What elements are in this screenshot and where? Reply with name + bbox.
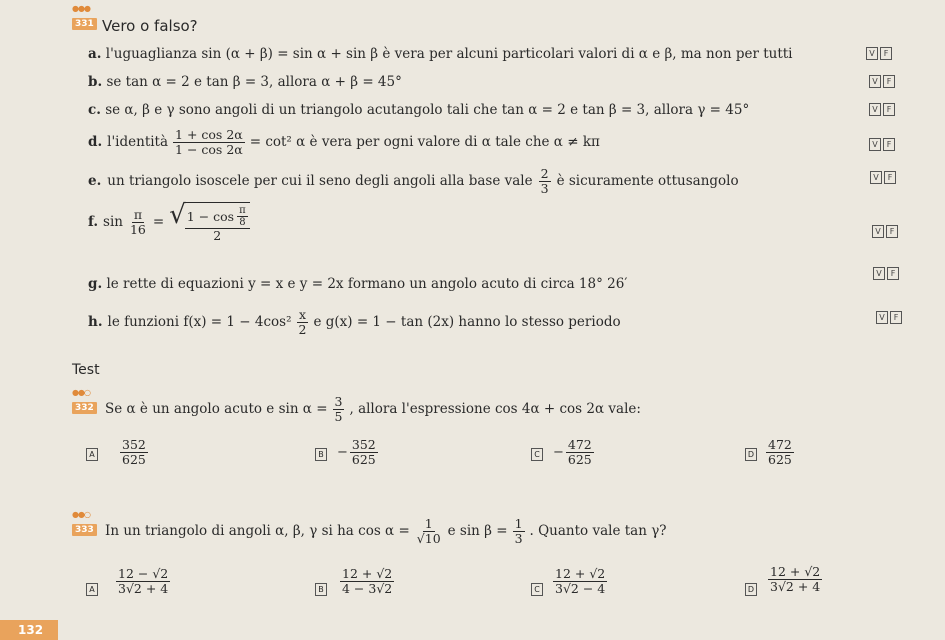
question-332 bbox=[105, 395, 641, 424]
question-333 bbox=[105, 517, 667, 546]
option-d-value bbox=[768, 565, 822, 594]
item-text: se tan α = 2 e tan β = 3, allora α + β = 45° bbox=[106, 74, 402, 90]
fraction bbox=[566, 438, 594, 467]
false-box[interactable]: F bbox=[880, 47, 892, 60]
numerator: 1 + cos 2α bbox=[175, 127, 243, 142]
item-text: le rette di equazioni y = x e y = 2x formano un angolo acuto di circa 18° 26′ bbox=[106, 276, 628, 292]
item-text-post: è sicuramente ottusangolo bbox=[556, 172, 739, 189]
option-c-value bbox=[553, 438, 594, 467]
numerator: π bbox=[133, 207, 143, 223]
false-box[interactable]: F bbox=[883, 103, 895, 116]
option-b-value bbox=[340, 567, 394, 596]
item-letter: g. bbox=[88, 276, 103, 292]
numerator: 352 bbox=[351, 437, 376, 452]
true-box[interactable]: V bbox=[872, 225, 884, 238]
numerator: 12 + √2 bbox=[770, 564, 821, 579]
false-box[interactable]: F bbox=[883, 138, 895, 151]
question-number-badge: 333 bbox=[72, 524, 97, 536]
item-text: l'uguaglianza sin (α + β) = sin α + sin β è vera per alcuni particolari valori di α e β, ma non per tutti bbox=[105, 46, 793, 62]
question-text-pre: In un triangolo di angoli α, β, γ si ha cos α = bbox=[105, 522, 410, 539]
option-d-box[interactable]: D bbox=[745, 583, 757, 596]
true-box[interactable]: V bbox=[866, 47, 878, 60]
item-h bbox=[88, 308, 621, 337]
denominator: √10 bbox=[416, 530, 441, 546]
item-f bbox=[88, 202, 250, 243]
numerator: 1 bbox=[514, 516, 523, 531]
item-letter: a. bbox=[88, 46, 102, 62]
option-b-value bbox=[337, 438, 378, 467]
item-a bbox=[88, 48, 793, 62]
page-number: 132 bbox=[0, 620, 58, 640]
question-number-badge: 332 bbox=[72, 402, 97, 414]
false-box[interactable]: F bbox=[884, 171, 896, 184]
fraction bbox=[128, 208, 148, 237]
true-box[interactable]: V bbox=[869, 138, 881, 151]
option-a-box[interactable]: A bbox=[86, 583, 98, 596]
option-b-box[interactable]: B bbox=[315, 448, 327, 461]
item-text-post: e g(x) = 1 − tan (2x) hanno lo stesso periodo bbox=[313, 313, 621, 330]
square-root bbox=[169, 202, 249, 243]
fraction bbox=[553, 567, 607, 596]
true-box[interactable]: V bbox=[869, 103, 881, 116]
numerator: 2 bbox=[540, 166, 549, 181]
false-box[interactable]: F bbox=[890, 311, 902, 324]
denominator: 625 bbox=[122, 451, 146, 467]
question-text-pre: Se α è un angolo acuto e sin α = bbox=[105, 400, 328, 417]
fraction bbox=[116, 567, 170, 596]
numerator: x bbox=[298, 307, 306, 322]
denominator: 3√2 + 4 bbox=[770, 578, 821, 594]
vf-box-e[interactable] bbox=[870, 171, 896, 184]
false-box[interactable]: F bbox=[887, 267, 899, 280]
numerator: 3 bbox=[334, 394, 343, 409]
numerator: 472 bbox=[768, 437, 792, 452]
option-a-value bbox=[120, 438, 148, 467]
vf-box-a[interactable] bbox=[866, 47, 892, 60]
denominator: 8 bbox=[239, 217, 246, 228]
item-letter: f. bbox=[88, 213, 99, 230]
root-denominator: 2 bbox=[213, 228, 222, 243]
option-c-box[interactable]: C bbox=[531, 583, 543, 596]
exercise-number-badge: 331 bbox=[72, 18, 97, 30]
item-text-post: = cot² α è vera per ogni valore di α tale che α ≠ kπ bbox=[249, 133, 600, 150]
item-g bbox=[88, 278, 627, 292]
numerator: 352 bbox=[122, 437, 146, 452]
fraction bbox=[539, 167, 551, 196]
false-box[interactable]: F bbox=[883, 75, 895, 88]
vf-box-f[interactable] bbox=[872, 225, 898, 238]
fraction bbox=[173, 128, 245, 157]
numerator: 12 + √2 bbox=[555, 566, 606, 581]
numerator: 472 bbox=[567, 437, 592, 452]
fraction bbox=[768, 565, 822, 594]
fraction bbox=[333, 395, 345, 424]
question-text-post: . Quanto vale tan γ? bbox=[529, 522, 667, 539]
denominator: 2 bbox=[298, 321, 307, 337]
radical-icon: √ bbox=[169, 200, 186, 230]
option-a-value bbox=[116, 567, 170, 596]
true-box[interactable]: V bbox=[870, 171, 882, 184]
item-letter: c. bbox=[88, 102, 101, 118]
option-d-value bbox=[766, 438, 794, 467]
true-box[interactable]: V bbox=[876, 311, 888, 324]
denominator: 3√2 + 4 bbox=[118, 580, 169, 596]
fraction bbox=[120, 438, 148, 467]
vf-box-c[interactable] bbox=[869, 103, 895, 116]
option-c-value bbox=[553, 567, 607, 596]
denominator: 625 bbox=[351, 451, 376, 467]
vf-box-d[interactable] bbox=[869, 138, 895, 151]
item-letter: h. bbox=[88, 313, 103, 330]
minus-sign: − bbox=[337, 444, 348, 460]
fraction bbox=[415, 517, 443, 546]
denominator: 1 − cos 2α bbox=[175, 141, 243, 157]
test-heading: Test bbox=[72, 362, 100, 378]
denominator: 3 bbox=[540, 180, 549, 196]
true-box[interactable]: V bbox=[873, 267, 885, 280]
numerator: 1 bbox=[424, 516, 433, 531]
denominator: 5 bbox=[334, 408, 343, 424]
fraction bbox=[766, 438, 794, 467]
root-num-text: 1 − cos bbox=[186, 208, 235, 224]
vf-box-g[interactable] bbox=[873, 267, 899, 280]
denominator: 625 bbox=[567, 451, 592, 467]
numerator: π bbox=[239, 205, 246, 216]
denominator: 16 bbox=[129, 221, 146, 237]
denominator: 625 bbox=[768, 451, 792, 467]
vf-box-b[interactable] bbox=[869, 75, 895, 88]
question-text-post: , allora l'espressione cos 4α + cos 2α vale: bbox=[349, 400, 641, 417]
item-text-pre: le funzioni f(x) = 1 − 4cos² bbox=[107, 313, 292, 330]
item-c bbox=[88, 104, 749, 118]
difficulty-dots: ●●● bbox=[72, 4, 90, 13]
root-fraction bbox=[185, 202, 250, 243]
option-d-box[interactable]: D bbox=[745, 448, 757, 461]
fraction bbox=[297, 308, 309, 337]
item-d bbox=[88, 128, 600, 157]
option-c-box[interactable]: C bbox=[531, 448, 543, 461]
item-text: se α, β e γ sono angoli di un triangolo acutangolo tali che tan α = 2 e tan β = 3, allora γ = 45° bbox=[105, 102, 750, 118]
denominator: 3√2 − 4 bbox=[555, 580, 606, 596]
item-letter: b. bbox=[88, 74, 103, 90]
item-e bbox=[88, 167, 739, 196]
minus-sign: − bbox=[553, 444, 564, 460]
difficulty-dots: ●●○ bbox=[72, 388, 90, 397]
denominator: 4 − 3√2 bbox=[342, 580, 393, 596]
section-title: Vero o falso? bbox=[102, 17, 198, 35]
item-text-pre: l'identità bbox=[107, 133, 169, 150]
false-box[interactable]: F bbox=[886, 225, 898, 238]
true-box[interactable]: V bbox=[869, 75, 881, 88]
difficulty-dots: ●●○ bbox=[72, 510, 90, 519]
vf-box-h[interactable] bbox=[876, 311, 902, 324]
equals-sign: = bbox=[152, 213, 165, 230]
question-text-mid: e sin β = bbox=[447, 522, 508, 539]
root-numerator bbox=[185, 205, 250, 229]
item-b bbox=[88, 76, 402, 90]
denominator: 3 bbox=[514, 530, 523, 546]
item-text-pre: un triangolo isoscele per cui il seno degli angoli alla base vale bbox=[107, 172, 533, 189]
numerator: 12 − √2 bbox=[118, 566, 169, 581]
option-a-box[interactable]: A bbox=[86, 448, 98, 461]
option-b-box[interactable]: B bbox=[315, 583, 327, 596]
fraction bbox=[350, 438, 378, 467]
fraction bbox=[340, 567, 394, 596]
fraction bbox=[513, 517, 525, 546]
item-letter: d. bbox=[88, 133, 103, 150]
numerator: 12 + √2 bbox=[342, 566, 393, 581]
item-letter: e. bbox=[88, 172, 102, 189]
sin-label: sin bbox=[103, 213, 123, 230]
inner-fraction bbox=[237, 205, 248, 228]
